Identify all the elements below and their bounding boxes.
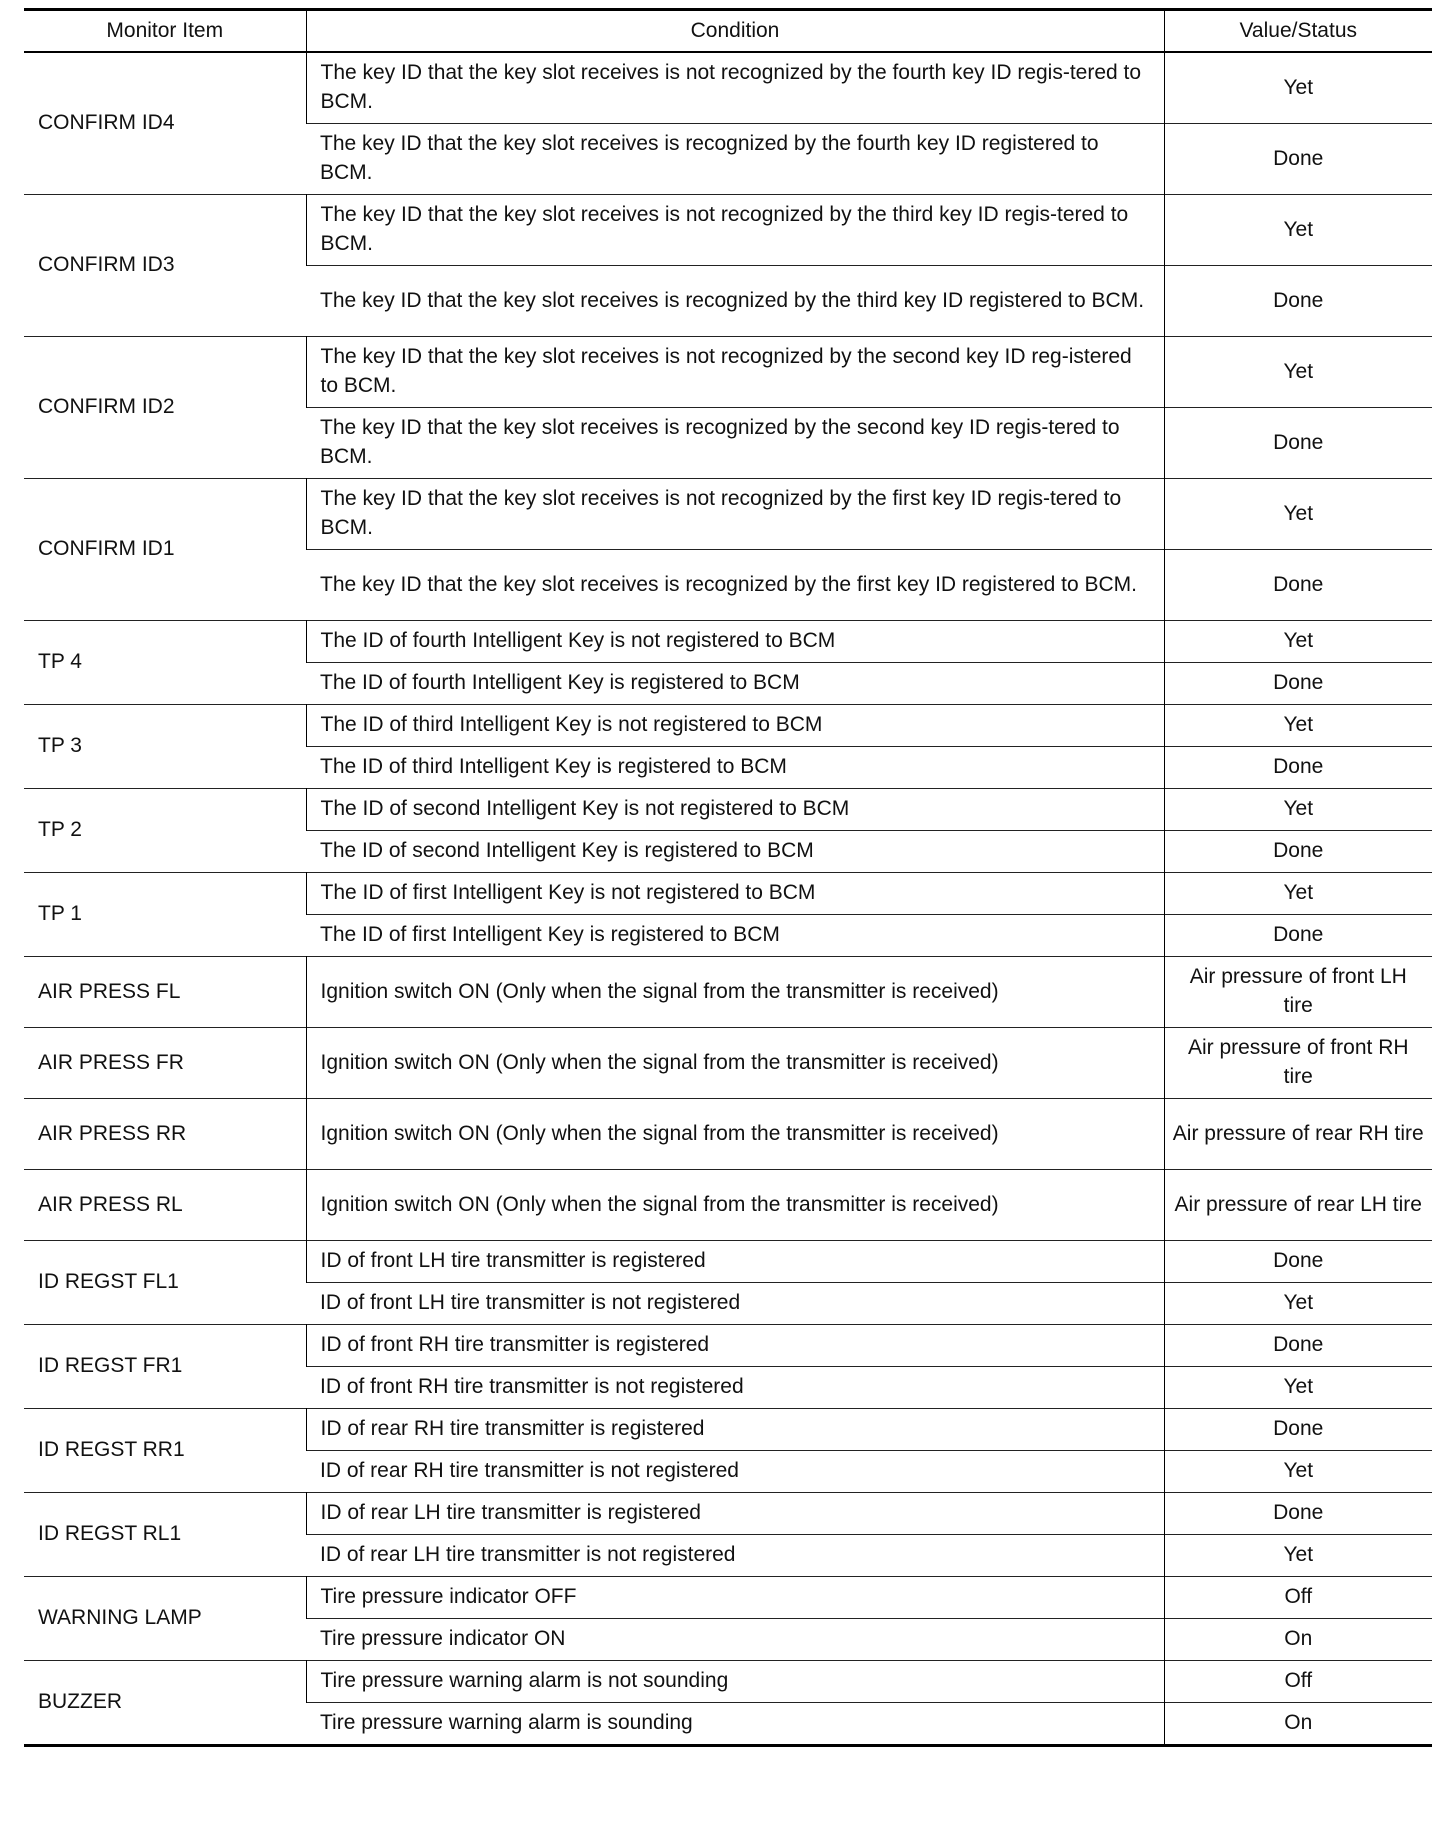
header-row (24, 10, 1432, 53)
condition-cell: The ID of first Intelligent Key is not registered to BCM (306, 873, 1164, 915)
table-row (24, 1325, 1432, 1367)
value-status-cell: Done (1164, 266, 1432, 337)
value-status-cell: Off (1164, 1661, 1432, 1703)
value-status-cell: Yet (1164, 1283, 1432, 1325)
condition-cell: ID of rear LH tire transmitter is registered (306, 1493, 1164, 1535)
monitor-item-cell: CONFIRM ID2 (38, 395, 175, 419)
monitor-item-cell: TP 1 (38, 902, 82, 926)
table-row (24, 705, 1432, 747)
condition-cell: The key ID that the key slot receives is recognized by the third key ID registered to BCM. (320, 288, 1145, 312)
condition-cell: Ignition switch ON (Only when the signal from the transmitter is received) (306, 1170, 1164, 1241)
monitor-item-cell: TP 4 (38, 650, 82, 674)
monitor-item-cell: WARNING LAMP (38, 1606, 202, 1630)
condition-cell: The ID of second Intelligent Key is not registered to BCM (306, 789, 1164, 831)
value-status-cell: Done (1164, 1493, 1432, 1535)
value-status-cell: Yet (1164, 1367, 1432, 1409)
table-row (24, 621, 1432, 663)
value-status-cell: Done (1164, 915, 1432, 957)
value-status-cell: Yet (1164, 1451, 1432, 1493)
value-status-cell: Done (1164, 1325, 1432, 1367)
value-status-cell: On (1164, 1703, 1432, 1746)
table-row (24, 1493, 1432, 1535)
condition-cell: ID of front LH tire transmitter is not registered (320, 1291, 741, 1315)
monitor-item-cell: CONFIRM ID1 (38, 537, 175, 561)
value-status-cell: Done (1164, 663, 1432, 705)
condition-cell: Ignition switch ON (Only when the signal from the transmitter is received) (306, 1099, 1164, 1170)
header-value-status: Value/Status (1164, 10, 1432, 53)
condition-cell: The key ID that the key slot receives is not recognized by the third key ID regis-tered to BCM. (306, 195, 1164, 266)
value-status-cell: Done (1164, 1409, 1432, 1451)
header-monitor-item: Monitor Item (106, 18, 224, 42)
condition-cell: The key ID that the key slot receives is recognized by the first key ID registered to BCM. (320, 572, 1138, 596)
monitor-item-cell: TP 2 (38, 818, 82, 842)
value-status-cell: Done (1164, 408, 1432, 479)
condition-cell: The ID of third Intelligent Key is registered to BCM (320, 755, 787, 779)
condition-cell: The key ID that the key slot receives is recognized by the fourth key ID registered to BCM. (320, 132, 1099, 184)
condition-cell: The ID of fourth Intelligent Key is registered to BCM (320, 671, 800, 695)
value-status-cell: Done (1164, 1241, 1432, 1283)
table-row (24, 337, 1432, 408)
monitor-item-cell: ID REGST RL1 (38, 1522, 182, 1546)
monitor-item-cell: AIR PRESS RR (38, 1121, 187, 1145)
value-status-cell: Yet (1164, 1535, 1432, 1577)
table-body (24, 52, 1432, 1746)
condition-cell: The key ID that the key slot receives is not recognized by the second key ID reg-istered to BCM. (306, 337, 1164, 408)
monitor-item-cell: AIR PRESS FR (38, 1050, 184, 1074)
table-row (24, 1099, 1432, 1170)
value-status-cell: Yet (1164, 621, 1432, 663)
condition-cell: The ID of first Intelligent Key is registered to BCM (320, 923, 780, 947)
value-status-cell: Yet (1164, 789, 1432, 831)
table-row (24, 1028, 1432, 1099)
value-status-cell: Yet (1164, 705, 1432, 747)
condition-cell: The key ID that the key slot receives is not recognized by the first key ID regis-tered to BCM. (306, 479, 1164, 550)
monitor-item-cell: ID REGST FR1 (38, 1354, 183, 1378)
table-row (24, 52, 1432, 124)
condition-cell: ID of front LH tire transmitter is registered (306, 1241, 1164, 1283)
table-row (24, 873, 1432, 915)
condition-cell: ID of rear RH tire transmitter is registered (306, 1409, 1164, 1451)
document-page (24, 8, 1432, 1747)
condition-cell: ID of rear RH tire transmitter is not registered (320, 1459, 739, 1483)
table-row (24, 1577, 1432, 1619)
table-row (24, 1170, 1432, 1241)
condition-cell: Tire pressure warning alarm is sounding (320, 1711, 693, 1735)
condition-cell: ID of front RH tire transmitter is not registered (320, 1375, 744, 1399)
condition-cell: The ID of third Intelligent Key is not registered to BCM (306, 705, 1164, 747)
condition-cell: Tire pressure indicator OFF (306, 1577, 1164, 1619)
value-status-cell: Air pressure of rear LH tire (1164, 1170, 1432, 1241)
header-condition: Condition (306, 10, 1164, 53)
table-header (24, 10, 1432, 53)
table-row (24, 1409, 1432, 1451)
condition-cell: Tire pressure warning alarm is not sounding (306, 1661, 1164, 1703)
condition-cell: ID of front RH tire transmitter is registered (306, 1325, 1164, 1367)
monitor-item-cell: AIR PRESS FL (38, 979, 181, 1003)
table-row (24, 1241, 1432, 1283)
value-status-cell: Done (1164, 831, 1432, 873)
value-status-cell: Yet (1164, 52, 1432, 124)
table-row (24, 479, 1432, 550)
monitor-item-cell: BUZZER (38, 1690, 122, 1714)
monitor-item-cell: CONFIRM ID4 (38, 111, 175, 135)
value-status-cell: Yet (1164, 479, 1432, 550)
value-status-cell: Air pressure of front LH tire (1164, 957, 1432, 1028)
monitor-item-cell: AIR PRESS RL (38, 1192, 183, 1216)
value-status-cell: Yet (1164, 195, 1432, 266)
condition-cell: The key ID that the key slot receives is recognized by the second key ID regis-tered to BCM. (320, 416, 1120, 468)
value-status-cell: Yet (1164, 873, 1432, 915)
value-status-cell: Air pressure of rear RH tire (1164, 1099, 1432, 1170)
condition-cell: Ignition switch ON (Only when the signal from the transmitter is received) (306, 957, 1164, 1028)
monitor-item-cell: TP 3 (38, 734, 82, 758)
condition-cell: Ignition switch ON (Only when the signal from the transmitter is received) (306, 1028, 1164, 1099)
value-status-cell: On (1164, 1619, 1432, 1661)
table-row (24, 789, 1432, 831)
condition-cell: The ID of second Intelligent Key is registered to BCM (320, 839, 814, 863)
monitor-item-cell: ID REGST RR1 (38, 1438, 185, 1462)
table-row (24, 195, 1432, 266)
condition-cell: The ID of fourth Intelligent Key is not registered to BCM (306, 621, 1164, 663)
table-row (24, 1661, 1432, 1703)
table-row (24, 957, 1432, 1028)
value-status-cell: Yet (1164, 337, 1432, 408)
condition-cell: Tire pressure indicator ON (320, 1627, 566, 1651)
value-status-cell: Done (1164, 747, 1432, 789)
condition-cell: ID of rear LH tire transmitter is not registered (320, 1543, 736, 1567)
value-status-cell: Off (1164, 1577, 1432, 1619)
value-status-cell: Done (1164, 550, 1432, 621)
monitor-item-table (24, 8, 1432, 1747)
monitor-item-cell: CONFIRM ID3 (38, 253, 175, 277)
value-status-cell: Air pressure of front RH tire (1164, 1028, 1432, 1099)
monitor-item-cell: ID REGST FL1 (38, 1270, 179, 1294)
condition-cell: The key ID that the key slot receives is not recognized by the fourth key ID regis-tered to BCM. (306, 52, 1164, 124)
value-status-cell: Done (1164, 124, 1432, 195)
